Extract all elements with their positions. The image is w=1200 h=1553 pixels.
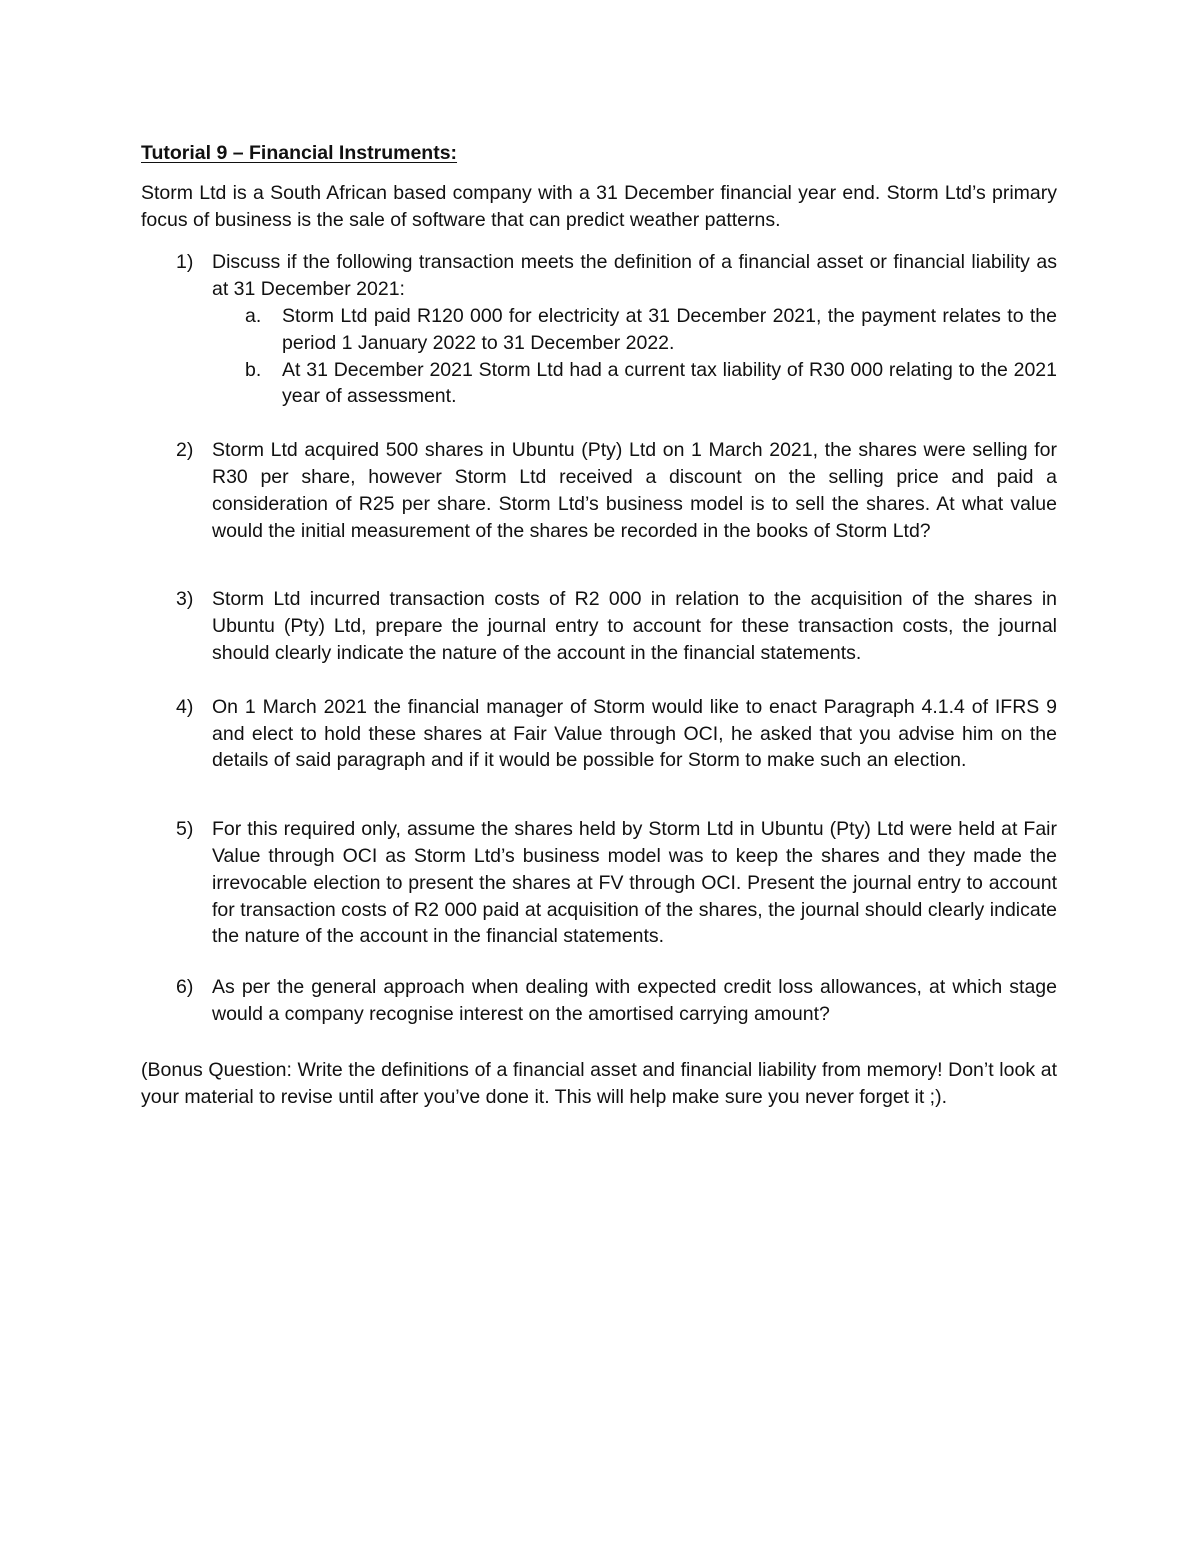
question-1-subitem-b <box>141 357 1057 411</box>
question-3 <box>141 586 1057 666</box>
question-1 <box>141 249 1057 303</box>
question-number: 1) <box>176 251 194 274</box>
subitem-text: At 31 December 2021 Storm Ltd had a current tax liability of R30 000 relating to the 2021 year of assessment. <box>282 358 1057 408</box>
subitem-text: Storm Ltd paid R120 000 for electricity at 31 December 2021, the payment relates to the period 1 January 2022 to 31 December 2022. <box>282 304 1057 354</box>
subitem-label: b. <box>245 358 262 381</box>
question-5 <box>141 816 1057 950</box>
question-text: As per the general approach when dealing with expected credit loss allowances, at which stage would a company recognise interest on the amortised carrying amount? <box>212 976 1057 1025</box>
intro-paragraph: Storm Ltd is a South African based company with a 31 December financial year end. Storm Ltd’s primary focus of business is the sale of software that can predict weather patterns. <box>141 181 1057 231</box>
bonus-question: (Bonus Question: Write the definitions of a financial asset and financial liability from memory! Don’t look at your material to revise until after you’ve done it. This will help make sure you never forget it ;). <box>141 1058 1057 1108</box>
question-6 <box>141 974 1057 1028</box>
question-1-subitem-a <box>141 303 1057 357</box>
question-text: Storm Ltd incurred transaction costs of R2 000 in relation to the acquisition of the shares in Ubuntu (Pty) Ltd, prepare the journal entry to account for these transaction costs, the journal should clearly indicate the nature of the account in the financial statements. <box>212 588 1057 664</box>
question-text: Storm Ltd acquired 500 shares in Ubuntu (Pty) Ltd on 1 March 2021, the shares were selling for R30 per share, however Storm Ltd received a discount on the selling price and paid a consideration of R25 per share. Storm Ltd’s business model is to sell the shares. At what value would the initial measurement of the shares be recorded in the books of Storm Ltd? <box>212 439 1057 542</box>
question-number: 4) <box>176 695 194 718</box>
question-text: Discuss if the following transaction meets the definition of a financial asset or financial liability as at 31 December 2021: <box>212 251 1057 301</box>
question-4 <box>141 694 1057 774</box>
question-number: 2) <box>176 439 194 462</box>
question-number: 5) <box>176 818 194 841</box>
question-text: On 1 March 2021 the financial manager of Storm would like to enact Paragraph 4.1.4 of IFRS 9 and elect to hold these shares at Fair Value through OCI, he asked that you advise him on the details of said paragraph and if it would be possible for Storm to make such an election. <box>212 695 1057 772</box>
question-number: 3) <box>176 588 194 611</box>
question-2 <box>141 437 1057 544</box>
question-text: For this required only, assume the shares held by Storm Ltd in Ubuntu (Pty) Ltd were held at Fair Value through OCI as Storm Ltd’s business model was to keep the shares and they made the irrevocable election to present the shares at FV through OCI. Present the journal entry to account for transaction costs of R2 000 paid at acquisition of the shares, the journal should clearly indicate the nature of the account in the financial statements. <box>212 818 1057 948</box>
question-number: 6) <box>176 976 194 999</box>
document-page <box>141 140 1057 1110</box>
subitem-label: a. <box>245 304 262 327</box>
document-title: Tutorial 9 – Financial Instruments: <box>141 142 458 164</box>
